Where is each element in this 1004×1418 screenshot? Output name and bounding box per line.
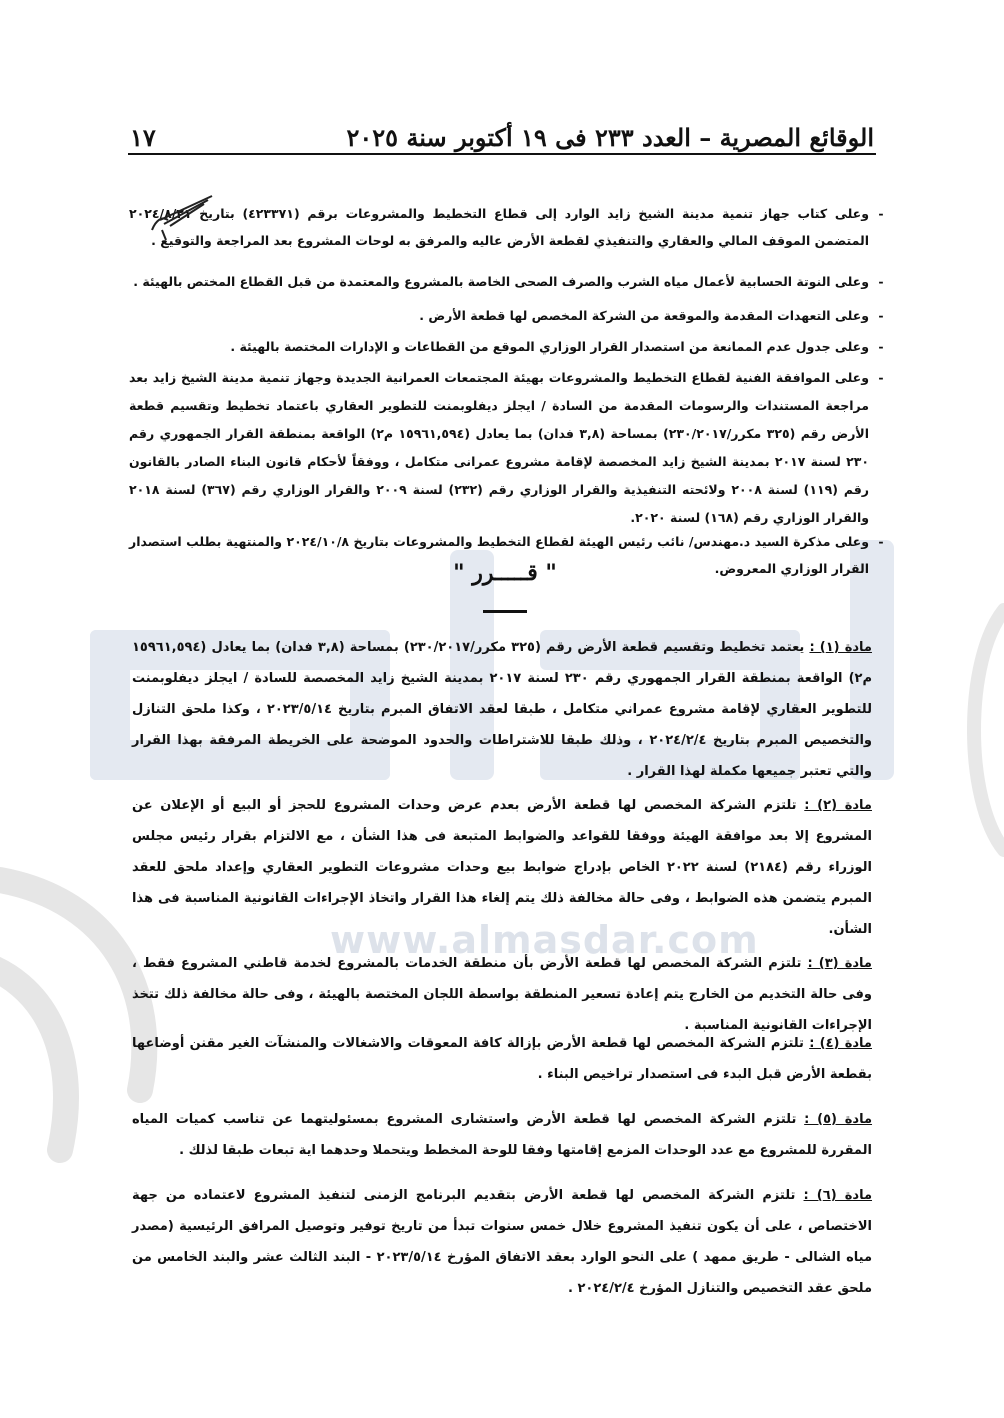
preamble-item: - وعلى التعهدات المقدمة والموقعة من الشركة المخصص لها قطعة الأرض . [129,302,869,329]
preamble-item: - وعلى الموافقة الفنية لقطاع التخطيط والمشروعات بهيئة المجتمعات العمرانية الجديدة وجهاز تنمية مدينة الشيخ زايد بعد مراجعة المستندات والرسومات المقدمة من السادة / ايجلز ديفلوبمنت للتطوير العقاري باعتماد تخطيط وتقسيم قطعة الأرض رقم (٣٢٥ مكرر/٢٣٠/٢٠١٧) بمساحة (٣,٨ فدان) بما يعادل (١٥٩٦١,٥٩٤ م٢) الواقعة بمنطقة القرار الجمهوري رقم ٢٣٠ لسنة ٢٠١٧ بمدينة الشيخ زايد المخصصة لإقامة مشروع عمرانى متكامل ، ووفقاً لأحكام قانون البناء الصادر بالقانون رقم (١١٩) لسنة ٢٠٠٨ ولائحته التنفيذية والقرار الوزاري رقم (٢٣٢) لسنة ٢٠٠٩ والقرار الوزاري رقم (٣٦٧) لسنة ٢٠١٨ والقرار الوزاري رقم (١٦٨) لسنة ٢٠٢٠. [129,364,869,532]
article-label: مادة (٤) : [809,1036,872,1051]
gazette-title: الوقائع المصرية – العدد ٢٣٣ فى ١٩ أكتوبر سنة ٢٠٢٥ [346,123,874,152]
article-label: مادة (٦) : [803,1188,873,1203]
article-text: يعتمد تخطيط وتقسيم قطعة الأرض رقم (٣٢٥ مكرر/٢٣٠/٢٠١٧) بمساحة (٣,٨ فدان) بما يعادل (١٥٩٦١,٥٩٤ م٢) الواقعة بمنطقة القرار الجمهوري رقم ٢٣٠ لسنة ٢٠١٧ بمدينة الشيخ زايد المخصصة للسادة / ايجلز ديفلوبمنت للتطوير العقاري لإقامة مشروع عمراني متكامل ، طبقا لعقد الاتفاق المبرم بتاريخ ٢٠٢٣/٥/١٤ ، وكذا ملحق التنازل والتخصيص المبرم بتاريخ ٢٠٢٤/٢/٤ ، وذلك طبقا للاشتراطات والحدود الموضحة على الخريطة المرفقة بهذا القرار والتي تعتبر جميعها مكملة لهذا القرار . [132,640,872,779]
bullet-dash: - [878,370,884,385]
article-1 [132,632,872,787]
article-6 [132,1180,872,1304]
bullet-dash: - [878,274,884,289]
page-number: ١٧ [130,123,156,152]
article-label: مادة (١) : [809,640,872,655]
decision-heading: " قـــــرر " [453,560,557,586]
bullet-dash: - [878,534,884,549]
bullet-dash: - [878,339,884,354]
article-4 [132,1028,872,1090]
header-divider [128,153,876,155]
article-text: تلتزم الشركة المخصص لها قطعة الأرض بأن منطقة الخدمات بالمشروع لخدمة قاطني المشروع فقط ، وفى حالة التخديم من الخارج يتم إعادة تسعير المنطقة بواسطة اللجان المختصة بالهيئة ، وفى حالة مخالفة ذلك تتخذ الإجراءات القانونية المناسبة . [132,956,872,1033]
article-label: مادة (٣) : [807,956,872,971]
article-text: تلتزم الشركة المخصص لها قطعة الأرض واستشارى المشروع بمسئوليتهما عن تناسب كميات المياه المقررة للمشروع مع عدد الوحدات المزمع إقامتها وفقا للوحة المخطط ويتحملا وحدهما اية تبعات طبقا لذلك . [132,1112,872,1158]
article-text: تلتزم الشركة المخصص لها قطعة الأرض بإزالة كافة المعوقات والاشغالات والمنشآت الغير مقنن أوضاعها بقطعة الأرض قبل البدء فى استصدار تراخيص البناء . [132,1036,872,1082]
watermark-url: www.almasdar.com [330,918,759,962]
page-header [130,112,874,152]
bullet-dash: - [878,206,884,221]
decision-divider [483,610,527,613]
preamble-item: - وعلى النوتة الحسابية لأعمال مياه الشرب والصرف الصحى الخاصة بالمشروع والمعتمدة من قبل القطاع المختص بالهيئة . [129,268,869,295]
article-5 [132,1104,872,1166]
preamble-item: - وعلى جدول عدم الممانعة من استصدار القرار الوزاري الموقع من القطاعات و الإدارات المختصة بالهيئة . [129,333,869,360]
article-text: تلتزم الشركة المخصص لها قطعة الأرض بتقديم البرنامج الزمنى لتنفيذ المشروع لاعتماده من جهة الاختصاص ، على أن يكون تنفيذ المشروع خلال خمس سنوات تبدأ من تاريخ توفير وتوصيل المرافق الرئيسية (مصدر مياه الشالى - طريق ممهد ) على النحو الوارد بعقد الاتفاق المؤرخ ٢٠٢٣/٥/١٤ - البند الثالث عشر والبند الخامس من ملحق عقد التخصيص والتنازل المؤرخ ٢٠٢٤/٢/٤ . [132,1188,872,1296]
article-2 [132,790,872,945]
handwritten-mark-icon [142,190,222,242]
article-label: مادة (٥) : [804,1112,873,1127]
article-label: مادة (٢) : [804,798,872,813]
preamble-item: - وعلى مذكرة السيد د.مهندس/ نائب رئيس الهيئة لقطاع التخطيط والمشروعات بتاريخ ٢٠٢٤/١٠/٨ والمنتهية بطلب استصدار القرار الوزاري المعروض. [129,528,869,582]
preamble-item: - وعلى كتاب جهاز تنمية مدينة الشيخ زايد الوارد إلى قطاع التخطيط والمشروعات برقم (٤٢٣٣٧١) بتاريخ ٢٠٢٤/٨/٢١ المتضمن الموقف المالي والعقاري والتنفيذي لقطعة الأرض عاليه والمرفق به لوحات المشروع بعد المراجعة والتوقيع . [129,200,869,254]
bullet-dash: - [878,308,884,323]
article-text: تلتزم الشركة المخصص لها قطعة الأرض بعدم عرض وحدات المشروع للحجز أو البيع أو الإعلان عن المشروع إلا بعد موافقة الهيئة ووفقا للقواعد والضوابط المتبعة فى هذا الشأن ، مع الالتزام بقرار رئيس مجلس الوزراء رقم (٢١٨٤) لسنة ٢٠٢٢ الخاص بإدراج ضوابط بيع وحدات مشروعات التطوير العقاري وإعداد ملحق للعقد المبرم يتضمن هذه الضوابط ، وفى حالة مخالفة ذلك يتم إلغاء هذا القرار واتخاذ الإجراءات القانونية المناسبة فى هذا الشأن. [132,798,872,937]
